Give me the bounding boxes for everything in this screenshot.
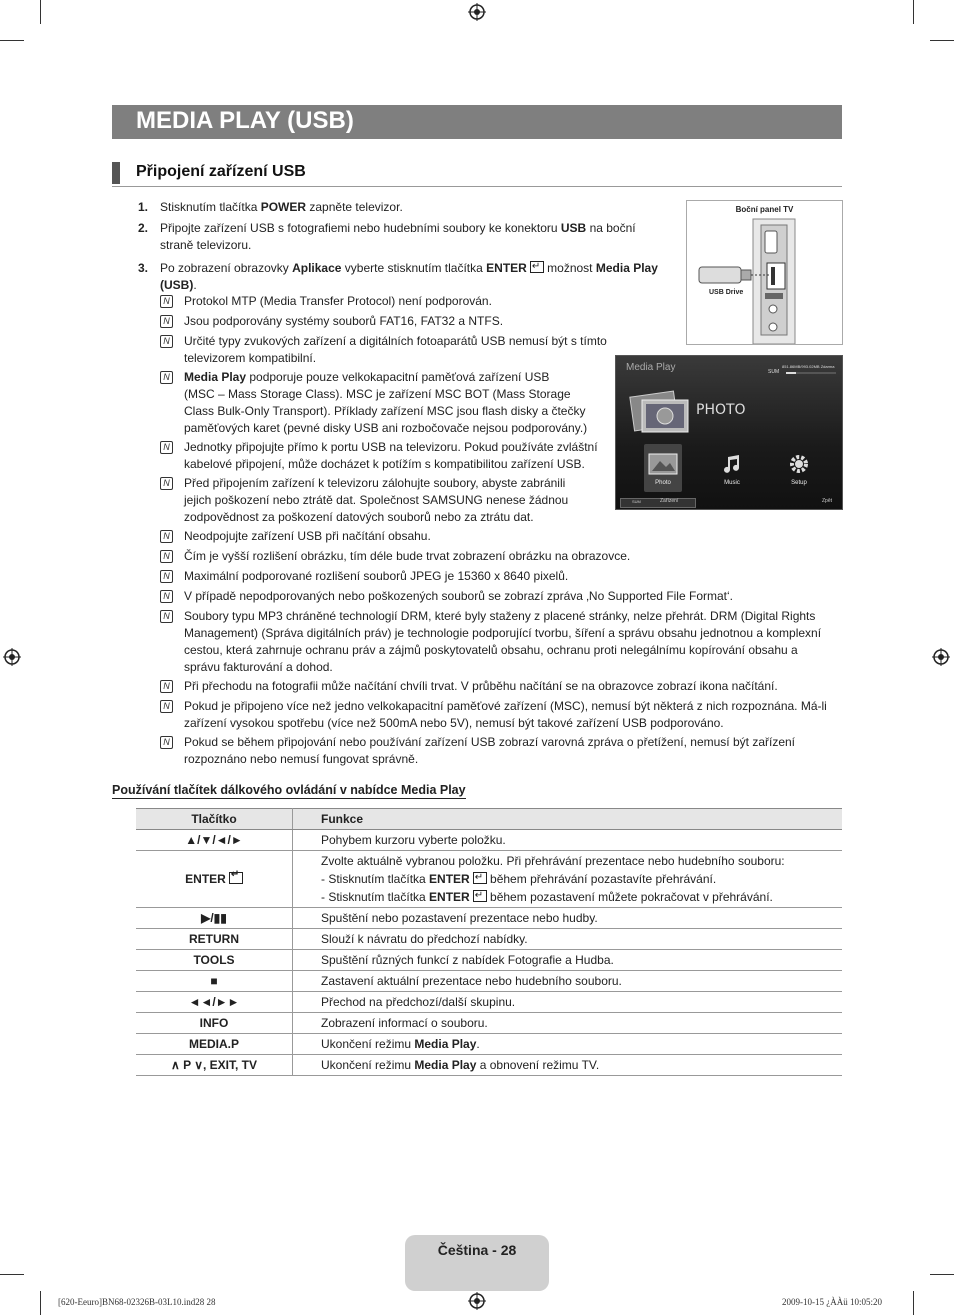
table-row (136, 929, 842, 950)
steps-list (136, 199, 676, 290)
note-text: V případě nepodporovaných nebo poškozených souborů se zobrazí zpráva ‚No Supported File Format‘. (184, 589, 733, 603)
note-text: Media Play podporuje pouze velkokapacitní paměťová zařízení USB (MSC – Mass Storage Class). MSC je zařízení MSC BOT (Mass Storage Class Bulk-Only Transport). Příklady zařízení MSC jsou flash disky a čtečky paměťových karet (pevné disky USB ani rozbočovače nejsou podporovány.) (184, 370, 588, 435)
table-cell-button: ∧ P ∨, EXIT, TV (136, 1055, 293, 1076)
page-title: MEDIA PLAY (USB) (136, 107, 354, 134)
crop-mark (913, 0, 914, 24)
table-row (136, 830, 842, 851)
note-icon: N (160, 315, 173, 328)
note-text: Čím je vyšší rozlišení obrázku, tím déle bude trvat zobrazení obrázku na obrazovce. (184, 549, 631, 563)
note-icon: N (160, 590, 173, 603)
side-panel-title: Boční panel TV (735, 205, 794, 214)
section-marker (112, 162, 120, 184)
gear-icon (788, 453, 810, 475)
note-item (160, 698, 842, 734)
section-title: Připojení zařízení USB (136, 163, 306, 180)
tv-side-panel-illustration (687, 215, 842, 344)
note-text: Maximální podporované rozlišení souborů JPEG je 15360 x 8640 pixelů. (184, 569, 569, 583)
footer-left: [620-Eeuro]BN68-02326B-03L10.ind28 28 (58, 1297, 216, 1307)
table-cell-function: Zastavení aktuální prezentace nebo hudebního souboru. (293, 971, 843, 992)
note-text: Protokol MTP (Media Transfer Protocol) není podporován. (184, 294, 492, 308)
note-icon: N (160, 680, 173, 693)
note-text: Pokud se během připojování nebo používání zařízení USB zobrazí varovná zpráva o přetížení, nemusí být zařízení rozpoznáno nebo nemusí fungovat správně. (184, 735, 796, 766)
step-text: Po zobrazení obrazovky Aplikace vyberte stisknutím tlačítka ENTER↵ možnost Media Play (USB). (160, 260, 658, 294)
table-cell-button: ▶/▮▮ (136, 908, 293, 929)
note-text: Jednotky připojujte přímo k portu USB na televizoru. Pokud používáte zvláštní kabelové připojení, může docházet k potížím s kompatibilitou zařízení USB. (184, 440, 598, 471)
table-row (136, 851, 842, 908)
step-text: Stisknutím tlačítka POWER zapněte televizor. (160, 200, 403, 214)
photo-icon (648, 453, 678, 475)
table-cell-button: ◄◄/►► (136, 992, 293, 1013)
note-icon: N (160, 441, 173, 454)
table-cell-button: ENTER↵ (136, 851, 293, 908)
table-row (136, 1034, 842, 1055)
screen-item-photo: Photo (655, 480, 671, 486)
note-icon: N (160, 530, 173, 543)
note-icon: N (160, 700, 173, 713)
enter-icon (473, 890, 487, 902)
table-row (136, 1055, 842, 1076)
note-item (160, 528, 842, 548)
table-cell-button: RETURN (136, 929, 293, 950)
screen-bottom-sum: SUM (632, 499, 641, 504)
table-cell-button: INFO (136, 1013, 293, 1034)
note-text: Pokud je připojeno více než jedno velkokapacitní paměťové zařízení (MSC), nemusí být některá z nich rozpoznána. Má-li zařízení vysokou spotřebu (více než 500mA nebo 5V), nemusí být takové zařízení USB podporováno. (184, 699, 827, 730)
storage-info: 851.86MB/993.02MB Zdarma (782, 364, 835, 369)
note-icon: N (160, 570, 173, 583)
table-cell-function: Spuštění různých funkcí z nabídek Fotografie a Hudba. (293, 950, 843, 971)
note-item (160, 548, 842, 568)
step-2 (136, 220, 676, 258)
note-item (160, 678, 842, 698)
note-item (160, 608, 842, 678)
note-icon: N (160, 335, 173, 348)
table-cell-function: Ukončení režimu Media Play a obnovení režimu TV. (293, 1055, 843, 1076)
subsection-title: Používání tlačítek dálkového ovládání v nabídce Media Play (112, 783, 466, 797)
step-number: 3. (138, 261, 149, 275)
note-text: Před připojením zařízení k televizoru zálohujte soubory, abyste zabránili jejich poškození nebo ztrátě dat. Společnost SAMSUNG nenese žádnou zodpovědnost za poškození datových souborů nebo za ztrátu dat. (184, 476, 569, 524)
page-number: Čeština - 28 (437, 1242, 517, 1258)
screen-title: Media Play (626, 362, 676, 373)
title-bar (112, 105, 842, 139)
table-row (136, 971, 842, 992)
note-icon: N (160, 477, 173, 490)
step-number: 1. (138, 200, 149, 214)
step-number: 2. (138, 221, 149, 235)
step-1 (136, 199, 676, 220)
note-item (160, 734, 842, 770)
page-number-tab (405, 1235, 549, 1291)
step-text: Připojte zařízení USB s fotografiemi nebo hudebními soubory ke konektoru USB na boční straně televizoru. (160, 221, 636, 252)
table-cell-button: MEDIA.P (136, 1034, 293, 1055)
note-icon: N (160, 295, 173, 308)
enter-icon (229, 872, 243, 884)
screen-item-music: Music (724, 480, 740, 486)
enter-icon (530, 261, 544, 273)
crop-mark (40, 1291, 41, 1315)
table-cell-button: ▲/▼/◄/► (136, 830, 293, 851)
table-header-row (136, 809, 842, 830)
step-3 (136, 260, 676, 290)
note-text: Jsou podporovány systémy souborů FAT16, FAT32 a NTFS. (184, 314, 504, 328)
table-cell-function: Přechod na předchozí/další skupinu. (293, 992, 843, 1013)
note-text: Při přechodu na fotografii může načítání chvíli trvat. V průběhu načítání se na obrazovce zobrazí ikona načítání. (184, 679, 778, 693)
crop-mark (40, 0, 41, 24)
note-text: Neodpojujte zařízení USB při načítání obsahu. (184, 529, 431, 543)
table-row (136, 908, 842, 929)
table-cell-button: TOOLS (136, 950, 293, 971)
table-cell-function: Ukončení režimu Media Play. (293, 1034, 843, 1055)
enter-icon (473, 872, 487, 884)
media-play-screen-figure (615, 355, 843, 510)
table-cell-function: Pohybem kurzoru vyberte položku. (293, 830, 843, 851)
table-cell-function: Slouží k návratu do předchozí nabídky. (293, 929, 843, 950)
crop-mark (0, 1274, 24, 1275)
remote-buttons-table (136, 808, 842, 1076)
footer-right: 2009-10-15 ¿ÀÀü 10:05:20 (782, 1297, 882, 1307)
screen-item-setup: Setup (791, 480, 807, 486)
table-row (136, 950, 842, 971)
note-icon: N (160, 736, 173, 749)
music-icon (722, 454, 742, 474)
note-icon: N (160, 610, 173, 623)
table-cell-function: Zvolte aktuálně vybranou položku. Při přehrávání prezentace nebo hudebního souboru: - Stisknutím tlačítka ENTER↵ během přehrávání pozastavíte přehrávání. - Stisknutím tlačítka ENTER↵ během pozastavení můžete pokračovat v přehrávání. (293, 851, 843, 908)
usb-drive-label: USB Drive (709, 289, 744, 296)
screen-big-label: PHOTO (696, 402, 746, 418)
registration-mark-icon (468, 1292, 486, 1310)
table-cell-button: ■ (136, 971, 293, 992)
side-panel-figure (686, 200, 843, 345)
section-header (112, 162, 842, 187)
storage-bar (786, 372, 836, 374)
note-item (160, 588, 842, 608)
crop-mark (0, 40, 24, 41)
note-icon: N (160, 371, 173, 384)
screen-bottom-back: Zpět (822, 498, 833, 504)
note-text: Soubory typu MP3 chráněné technologií DRM, které byly staženy z placené stránky, nelze přehrát. DRM (Digital Rights Management) (Správa digitálních práv) je technologie podporující tvorbu, šíření a správu obsahu jednotnou a komplexní cestou, která zahrnuje ochranu práv a zájmů poskytovatelů obsahu, ochranu proti nelegálnímu kopírování obsahu a správu fakturování a dohod. (184, 609, 822, 674)
screen-bottom-device: Zařízení (660, 498, 679, 504)
note-text: Určité typy zvukových zařízení a digitálních fotoaparátů USB nemusí být s tímto televizorem kompatibilní. (184, 334, 607, 365)
screen-sum-label: SUM (768, 369, 780, 375)
registration-mark-icon (3, 648, 21, 666)
table-row (136, 1013, 842, 1034)
crop-mark (913, 1291, 914, 1315)
table-cell-function: Zobrazení informací o souboru. (293, 1013, 843, 1034)
note-item (160, 568, 842, 588)
crop-mark (930, 40, 954, 41)
note-icon: N (160, 550, 173, 563)
registration-mark-icon (468, 3, 486, 21)
table-row (136, 992, 842, 1013)
registration-mark-icon (932, 648, 950, 666)
table-header-function: Funkce (293, 809, 843, 830)
crop-mark (930, 1274, 954, 1275)
photo-big-icon (628, 388, 692, 436)
table-header-button: Tlačítko (136, 809, 293, 830)
table-cell-function: Spuštění nebo pozastavení prezentace nebo hudby. (293, 908, 843, 929)
